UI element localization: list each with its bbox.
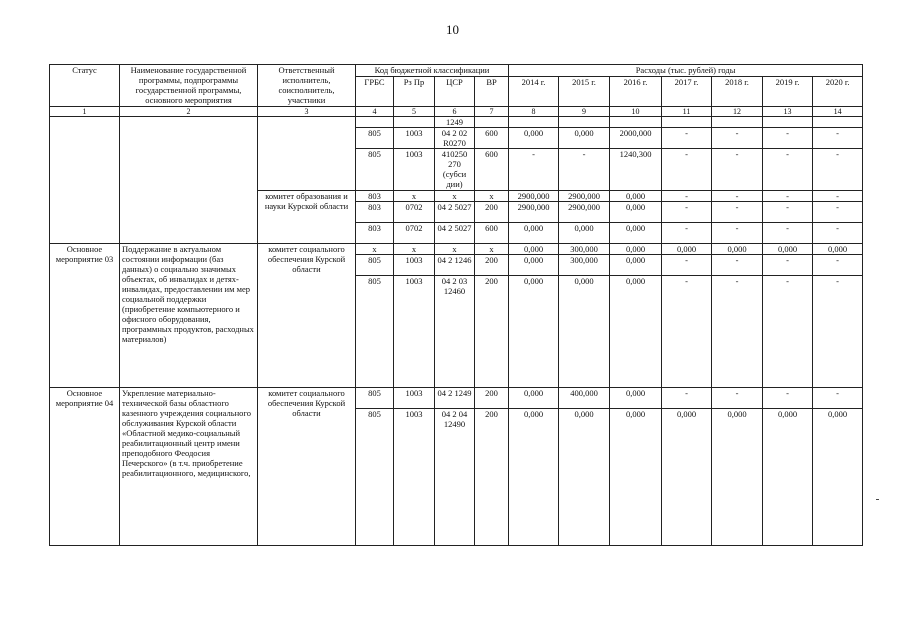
column-number: 12	[712, 107, 763, 117]
value-cell: -	[763, 191, 813, 202]
csr-cell: 04 2 5027	[435, 202, 475, 223]
value-cell: 0,000	[509, 276, 559, 388]
executor-cell	[258, 117, 356, 191]
value-cell: -	[763, 276, 813, 388]
value-cell: -	[763, 223, 813, 244]
vr-cell: 600	[475, 128, 509, 149]
value-cell: -	[509, 149, 559, 191]
column-number: 5	[394, 107, 435, 117]
rzpr-cell: 0702	[394, 202, 435, 223]
status-cell	[50, 117, 120, 244]
column-number: 14	[813, 107, 863, 117]
rzpr-cell: x	[394, 191, 435, 202]
value-cell: -	[763, 202, 813, 223]
value-cell: -	[813, 202, 863, 223]
value-cell: 0,000	[610, 255, 662, 276]
grbs-cell: 805	[356, 388, 394, 409]
value-cell: 0,000	[610, 276, 662, 388]
grbs-cell: 803	[356, 191, 394, 202]
table-row	[50, 388, 863, 409]
value-cell: 400,000	[559, 388, 610, 409]
value-cell: -	[763, 149, 813, 191]
grbs-cell: 805	[356, 149, 394, 191]
value-cell: -	[712, 388, 763, 409]
value-cell: -	[813, 255, 863, 276]
grbs-cell: 803	[356, 202, 394, 223]
column-number: 3	[258, 107, 356, 117]
grbs-cell: 803	[356, 223, 394, 244]
value-cell: -	[712, 149, 763, 191]
table-row	[50, 117, 863, 128]
column-number: 2	[120, 107, 258, 117]
value-cell: -	[662, 255, 712, 276]
rzpr-cell: 1003	[394, 409, 435, 546]
executor-cell: комитет социального обеспечения Курской области	[258, 244, 356, 388]
column-number: 7	[475, 107, 509, 117]
value-cell: 0,000	[763, 244, 813, 255]
value-cell: -	[763, 388, 813, 409]
column-number: 13	[763, 107, 813, 117]
value-cell: 300,000	[559, 255, 610, 276]
grbs-cell: 805	[356, 255, 394, 276]
activity-name-cell: Поддержание в актуальном состоянии информации (баз данных) о социально значимых объектах, об инвалидах и детях-инвалидах, предоставлении им мер социальной поддержки (приобретение компьютерного и офисного оборудования, программных продуктов, расходных материалов)	[120, 244, 258, 388]
value-cell: -	[712, 202, 763, 223]
value-cell: -	[662, 388, 712, 409]
csr-cell: 04 2 5027	[435, 223, 475, 244]
csr-cell: 04 2 03 12460	[435, 276, 475, 388]
value-cell	[763, 117, 813, 128]
value-cell: -	[712, 276, 763, 388]
value-cell: 0,000	[662, 409, 712, 546]
budget-table	[49, 64, 863, 546]
header-executor: Ответственный исполнитель, соисполнитель, участники	[258, 65, 356, 107]
vr-cell: x	[475, 244, 509, 255]
header-year: 2014 г.	[509, 77, 559, 107]
value-cell: -	[813, 149, 863, 191]
value-cell: -	[813, 276, 863, 388]
header-year: 2015 г.	[559, 77, 610, 107]
value-cell	[662, 117, 712, 128]
column-number: 4	[356, 107, 394, 117]
rzpr-cell: 1003	[394, 255, 435, 276]
csr-cell: 04 2 1249	[435, 388, 475, 409]
grbs-cell: 805	[356, 128, 394, 149]
header-year: 2020 г.	[813, 77, 863, 107]
value-cell: 0,000	[813, 409, 863, 546]
rzpr-cell: 0702	[394, 223, 435, 244]
vr-cell: x	[475, 191, 509, 202]
csr-cell: 04 2 02 R0270	[435, 128, 475, 149]
value-cell	[610, 117, 662, 128]
page-number: 10	[446, 22, 459, 37]
value-cell: 0,000	[610, 223, 662, 244]
vr-cell: 200	[475, 409, 509, 546]
rzpr-cell: x	[394, 244, 435, 255]
csr-cell: 04 2 04 12490	[435, 409, 475, 546]
value-cell: 0,000	[559, 276, 610, 388]
executor-cell: комитет образования и науки Курской области	[258, 191, 356, 244]
value-cell	[559, 117, 610, 128]
value-cell: 0,000	[662, 244, 712, 255]
value-cell: 0,000	[610, 388, 662, 409]
value-cell: -	[662, 223, 712, 244]
grbs-cell: 805	[356, 409, 394, 546]
rzpr-cell: 1003	[394, 128, 435, 149]
value-cell: 0,000	[559, 409, 610, 546]
vr-cell: 200	[475, 276, 509, 388]
activity-name-cell: Укрепление материально-технической базы областного казенного учреждения социального обслуживания Курской области «Областной медико-социальный реабилитационный центр имени преподобного Феодосия Печерского» (в т.ч. приобретение реабилитационного, медицинского,	[120, 388, 258, 546]
value-cell: 0,000	[509, 223, 559, 244]
csr-cell: 410250 270 (субси дии)	[435, 149, 475, 191]
header-grbs: ГРБС	[356, 77, 394, 107]
value-cell: -	[662, 149, 712, 191]
value-cell: -	[712, 128, 763, 149]
value-cell: -	[662, 128, 712, 149]
value-cell: -	[813, 223, 863, 244]
header-rzpr: Рз Пр	[394, 77, 435, 107]
value-cell: -	[813, 191, 863, 202]
header-expenses: Расходы (тыс. рублей) годы	[509, 65, 863, 77]
csr-cell: x	[435, 244, 475, 255]
table-header	[50, 65, 863, 117]
executor-cell: комитет социального обеспечения Курской области	[258, 388, 356, 546]
scan-mark	[876, 499, 879, 500]
value-cell: 2000,000	[610, 128, 662, 149]
value-cell: -	[559, 149, 610, 191]
value-cell: 0,000	[509, 244, 559, 255]
value-cell: -	[712, 255, 763, 276]
vr-cell: 200	[475, 255, 509, 276]
value-cell: -	[763, 255, 813, 276]
column-number: 11	[662, 107, 712, 117]
value-cell: 1240,300	[610, 149, 662, 191]
value-cell: 0,000	[610, 244, 662, 255]
value-cell: 300,000	[559, 244, 610, 255]
value-cell: -	[712, 191, 763, 202]
grbs-cell	[356, 117, 394, 128]
table-row	[50, 244, 863, 255]
value-cell: 0,000	[509, 409, 559, 546]
grbs-cell: x	[356, 244, 394, 255]
header-status: Статус	[50, 65, 120, 107]
header-vr: ВР	[475, 77, 509, 107]
column-number: 8	[509, 107, 559, 117]
value-cell	[509, 117, 559, 128]
header-year: 2018 г.	[712, 77, 763, 107]
value-cell	[712, 117, 763, 128]
vr-cell: 600	[475, 149, 509, 191]
value-cell: -	[763, 128, 813, 149]
csr-cell: 1249	[435, 117, 475, 128]
status-cell: Основное мероприятие 03	[50, 244, 120, 388]
column-number: 6	[435, 107, 475, 117]
header-budget-code: Код бюджетной классификации	[356, 65, 509, 77]
value-cell: 0,000	[559, 128, 610, 149]
value-cell: 0,000	[559, 223, 610, 244]
value-cell: -	[662, 276, 712, 388]
vr-cell: 200	[475, 388, 509, 409]
value-cell: -	[813, 388, 863, 409]
status-cell: Основное мероприятие 04	[50, 388, 120, 546]
header-csr: ЦСР	[435, 77, 475, 107]
header-year: 2019 г.	[763, 77, 813, 107]
name-cell	[120, 117, 258, 244]
rzpr-cell	[394, 117, 435, 128]
value-cell: -	[712, 223, 763, 244]
value-cell: -	[662, 202, 712, 223]
grbs-cell: 805	[356, 276, 394, 388]
column-number: 1	[50, 107, 120, 117]
vr-cell: 600	[475, 223, 509, 244]
column-number: 9	[559, 107, 610, 117]
header-year: 2016 г.	[610, 77, 662, 107]
value-cell: 2900,000	[509, 191, 559, 202]
value-cell: 2900,000	[509, 202, 559, 223]
vr-cell: 200	[475, 202, 509, 223]
value-cell: 0,000	[763, 409, 813, 546]
value-cell: 0,000	[610, 202, 662, 223]
value-cell: -	[662, 191, 712, 202]
value-cell: 0,000	[610, 409, 662, 546]
value-cell: 2900,000	[559, 191, 610, 202]
csr-cell: 04 2 1246	[435, 255, 475, 276]
csr-cell: x	[435, 191, 475, 202]
value-cell: -	[813, 128, 863, 149]
value-cell: 0,000	[509, 128, 559, 149]
vr-cell	[475, 117, 509, 128]
rzpr-cell: 1003	[394, 388, 435, 409]
column-number-row	[50, 107, 863, 117]
value-cell: 0,000	[813, 244, 863, 255]
value-cell: 0,000	[712, 409, 763, 546]
value-cell: 0,000	[610, 191, 662, 202]
rzpr-cell: 1003	[394, 149, 435, 191]
value-cell: 0,000	[509, 255, 559, 276]
value-cell: 2900,000	[559, 202, 610, 223]
rzpr-cell: 1003	[394, 276, 435, 388]
header-name: Наименование государственной программы, подпрограммы государственной программы, основного мероприятия	[120, 65, 258, 107]
value-cell: 0,000	[712, 244, 763, 255]
value-cell: 0,000	[509, 388, 559, 409]
column-number: 10	[610, 107, 662, 117]
value-cell	[813, 117, 863, 128]
header-year: 2017 г.	[662, 77, 712, 107]
